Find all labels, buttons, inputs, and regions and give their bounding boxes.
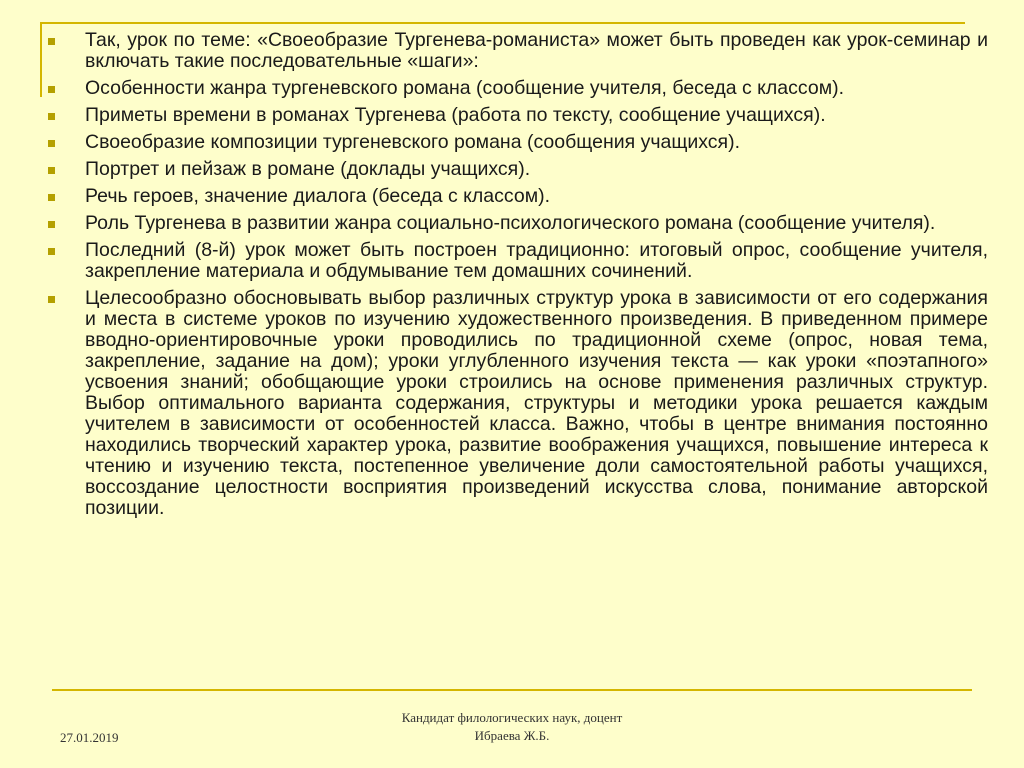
bullet-text: Особенности жанра тургеневского романа (сообщение учителя, беседа с классом).	[85, 77, 845, 99]
bullet-text: Целесообразно обосновывать выбор различных структур урока в зависимости от его содержания и места в системе уроков по изучению художественного произведения. В приведенном примере вводно-ориентировочные уроки проводились по традиционной схеме (опрос, новая тема, закрепление, задание на дом); уроки углубленного изучения текста — как уроки «поэтапного» усвоения знаний; обобщающие уроки строились на основе применения различных структур. Выбор оптимального варианта содержания, структуры и методики урока решается каждым учителем в зависимости от особенностей класса. Важно, чтобы в центре внимания постоянно находились творческий характер урока, развитие воображения учащихся, повышение интереса к чтению и изучению текста, постепенное увеличение доли самостоятельной работы учащихся, воссоздание целостности восприятия произведений искусства слова, понимание авторской позиции.	[85, 287, 988, 519]
author-name: Ибраева Ж.Б.	[474, 728, 550, 743]
author-title: Кандидат филологических наук, доцент	[401, 710, 623, 725]
bullet-text: Последний (8-й) урок может быть построен традиционно: итоговый опрос, сообщение учителя, закрепление материала и обдумывание тем домашних сочинений.	[85, 239, 988, 282]
bullet-list	[48, 30, 988, 519]
bullet-item-4	[48, 132, 988, 153]
bullet-text: Так, урок по теме: «Своеобразие Тургенева-романиста» может быть проведен как урок-семинар и включать такие последовательные «шаги»:	[85, 29, 988, 72]
bullet-item-5	[48, 159, 988, 180]
bullet-item-1	[48, 30, 988, 72]
footer-date: 27.01.2019	[60, 730, 119, 745]
square-bullet-icon	[48, 38, 55, 45]
bullet-item-6	[48, 186, 988, 207]
square-bullet-icon	[48, 221, 55, 228]
footer-author	[362, 709, 662, 745]
square-bullet-icon	[48, 248, 55, 255]
bullet-item-2	[48, 78, 988, 99]
top-accent-line	[40, 22, 965, 24]
bullet-text: Своеобразие композиции тургеневского романа (сообщения учащихся).	[85, 131, 741, 153]
bullet-text: Портрет и пейзаж в романе (доклады учащихся).	[85, 158, 531, 180]
left-accent-line	[40, 22, 42, 97]
bullet-item-7	[48, 213, 988, 234]
bullet-item-8	[48, 240, 988, 282]
square-bullet-icon	[48, 296, 55, 303]
square-bullet-icon	[48, 167, 55, 174]
square-bullet-icon	[48, 86, 55, 93]
square-bullet-icon	[48, 140, 55, 147]
bullet-text: Приметы времени в романах Тургенева (работа по тексту, сообщение учащихся).	[85, 104, 826, 126]
footer-divider	[52, 689, 972, 691]
slide-content	[48, 30, 988, 525]
bullet-text: Речь героев, значение диалога (беседа с классом).	[85, 185, 551, 207]
bullet-text: Роль Тургенева в развитии жанра социально-психологического романа (сообщение учителя).	[85, 212, 936, 234]
square-bullet-icon	[48, 194, 55, 201]
bullet-item-9	[48, 288, 988, 519]
bullet-item-3	[48, 105, 988, 126]
square-bullet-icon	[48, 113, 55, 120]
